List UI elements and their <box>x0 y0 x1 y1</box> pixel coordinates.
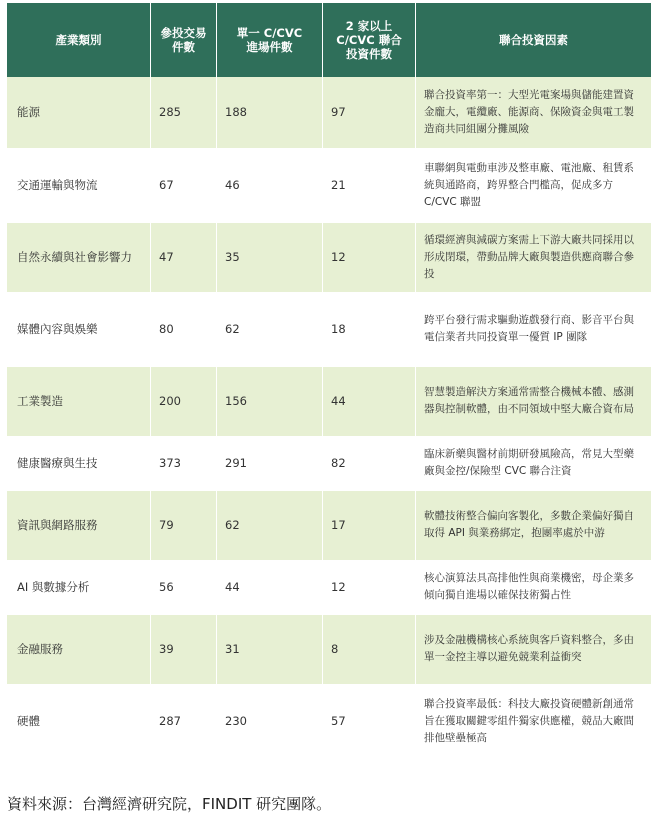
cell-industry: 硬體 <box>7 685 151 757</box>
cell-total: 79 <box>151 489 217 561</box>
cell-factors: 跨平台發行需求驅動遊戲發行商、影音平台與電信業者共同投資單一優質 IP 團隊 <box>416 293 652 365</box>
cell-joint: 8 <box>323 613 416 685</box>
cell-industry: 媒體內容與娛樂 <box>7 293 151 365</box>
cell-single: 62 <box>217 489 323 561</box>
header-industry: 產業類別 <box>7 3 151 77</box>
cell-single: 291 <box>217 437 323 489</box>
table-header-row <box>7 3 652 77</box>
cell-factors: 核心演算法具高排他性與商業機密，母企業多傾向獨自進場以確保技術獨占性 <box>416 561 652 613</box>
cell-joint: 18 <box>323 293 416 365</box>
cell-industry: 金融服務 <box>7 613 151 685</box>
cell-total: 287 <box>151 685 217 757</box>
cell-industry: AI 與數據分析 <box>7 561 151 613</box>
cell-total: 39 <box>151 613 217 685</box>
cell-single: 62 <box>217 293 323 365</box>
cell-industry: 健康醫療與生技 <box>7 437 151 489</box>
cell-total: 200 <box>151 365 217 437</box>
cell-joint: 44 <box>323 365 416 437</box>
cell-factors: 軟體技術整合偏向客製化，多數企業偏好獨自取得 API 與業務綁定，抱團率處於中游 <box>416 489 652 561</box>
header-single-cvc: 單一 C/CVC 進場件數 <box>217 3 323 77</box>
table-row <box>7 561 652 613</box>
cell-joint: 12 <box>323 561 416 613</box>
cell-total: 47 <box>151 221 217 293</box>
cell-joint: 17 <box>323 489 416 561</box>
cell-factors: 循環經濟與減碳方案需上下游大廠共同採用以形成閉環，帶動品牌大廠與製造供應商聯合參投 <box>416 221 652 293</box>
cell-factors: 聯合投資率第一：大型光電案場與儲能建置資金龐大，電纜廠、能源商、保險資金與電工製造商共同組團分攤風險 <box>416 77 652 149</box>
cell-joint: 57 <box>323 685 416 757</box>
table-row <box>7 221 652 293</box>
industry-investment-table <box>6 3 652 759</box>
table-row <box>7 77 652 149</box>
cell-total: 285 <box>151 77 217 149</box>
cell-industry: 能源 <box>7 77 151 149</box>
investment-table-container <box>6 3 651 759</box>
cell-factors: 臨床新藥與醫材前期研發風險高，常見大型藥廠與金控/保險型 CVC 聯合注資 <box>416 437 652 489</box>
cell-single: 46 <box>217 149 323 221</box>
cell-single: 156 <box>217 365 323 437</box>
cell-joint: 12 <box>323 221 416 293</box>
table-row <box>7 685 652 757</box>
cell-industry: 自然永續與社會影響力 <box>7 221 151 293</box>
cell-industry: 工業製造 <box>7 365 151 437</box>
cell-factors: 聯合投資率最低：科技大廠投資硬體新創通常旨在獲取關鍵零組件獨家供應權，競品大廠間排他壁壘極高 <box>416 685 652 757</box>
cell-total: 80 <box>151 293 217 365</box>
source-note: 資料來源：台灣經濟研究院，FINDIT 研究團隊。 <box>7 795 332 813</box>
cell-total: 56 <box>151 561 217 613</box>
cell-factors: 智慧製造解決方案通常需整合機械本體、感測器與控制軟體，由不同領域中堅大廠合資布局 <box>416 365 652 437</box>
header-joint-cvc: 2 家以上 C/CVC 聯合 投資件數 <box>323 3 416 77</box>
cell-joint: 21 <box>323 149 416 221</box>
cell-industry: 資訊與網路服務 <box>7 489 151 561</box>
cell-single: 31 <box>217 613 323 685</box>
cell-total: 373 <box>151 437 217 489</box>
cell-factors: 涉及金融機構核心系統與客戶資料整合，多由單一金控主導以避免競業利益衝突 <box>416 613 652 685</box>
cell-industry: 交通運輸與物流 <box>7 149 151 221</box>
cell-single: 230 <box>217 685 323 757</box>
cell-single: 188 <box>217 77 323 149</box>
cell-total: 67 <box>151 149 217 221</box>
cell-factors: 車聯網與電動車涉及整車廠、電池廠、租賃系統與通路商，跨界整合門檻高，促成多方 C/CVC 聯盟 <box>416 149 652 221</box>
header-factors: 聯合投資因素 <box>416 3 652 77</box>
table-row <box>7 613 652 685</box>
cell-joint: 97 <box>323 77 416 149</box>
table-row <box>7 437 652 489</box>
cell-single: 44 <box>217 561 323 613</box>
cell-joint: 82 <box>323 437 416 489</box>
table-row <box>7 293 652 365</box>
cell-single: 35 <box>217 221 323 293</box>
table-row <box>7 149 652 221</box>
table-row <box>7 489 652 561</box>
header-total-deals: 參投交易 件數 <box>151 3 217 77</box>
table-row <box>7 365 652 437</box>
